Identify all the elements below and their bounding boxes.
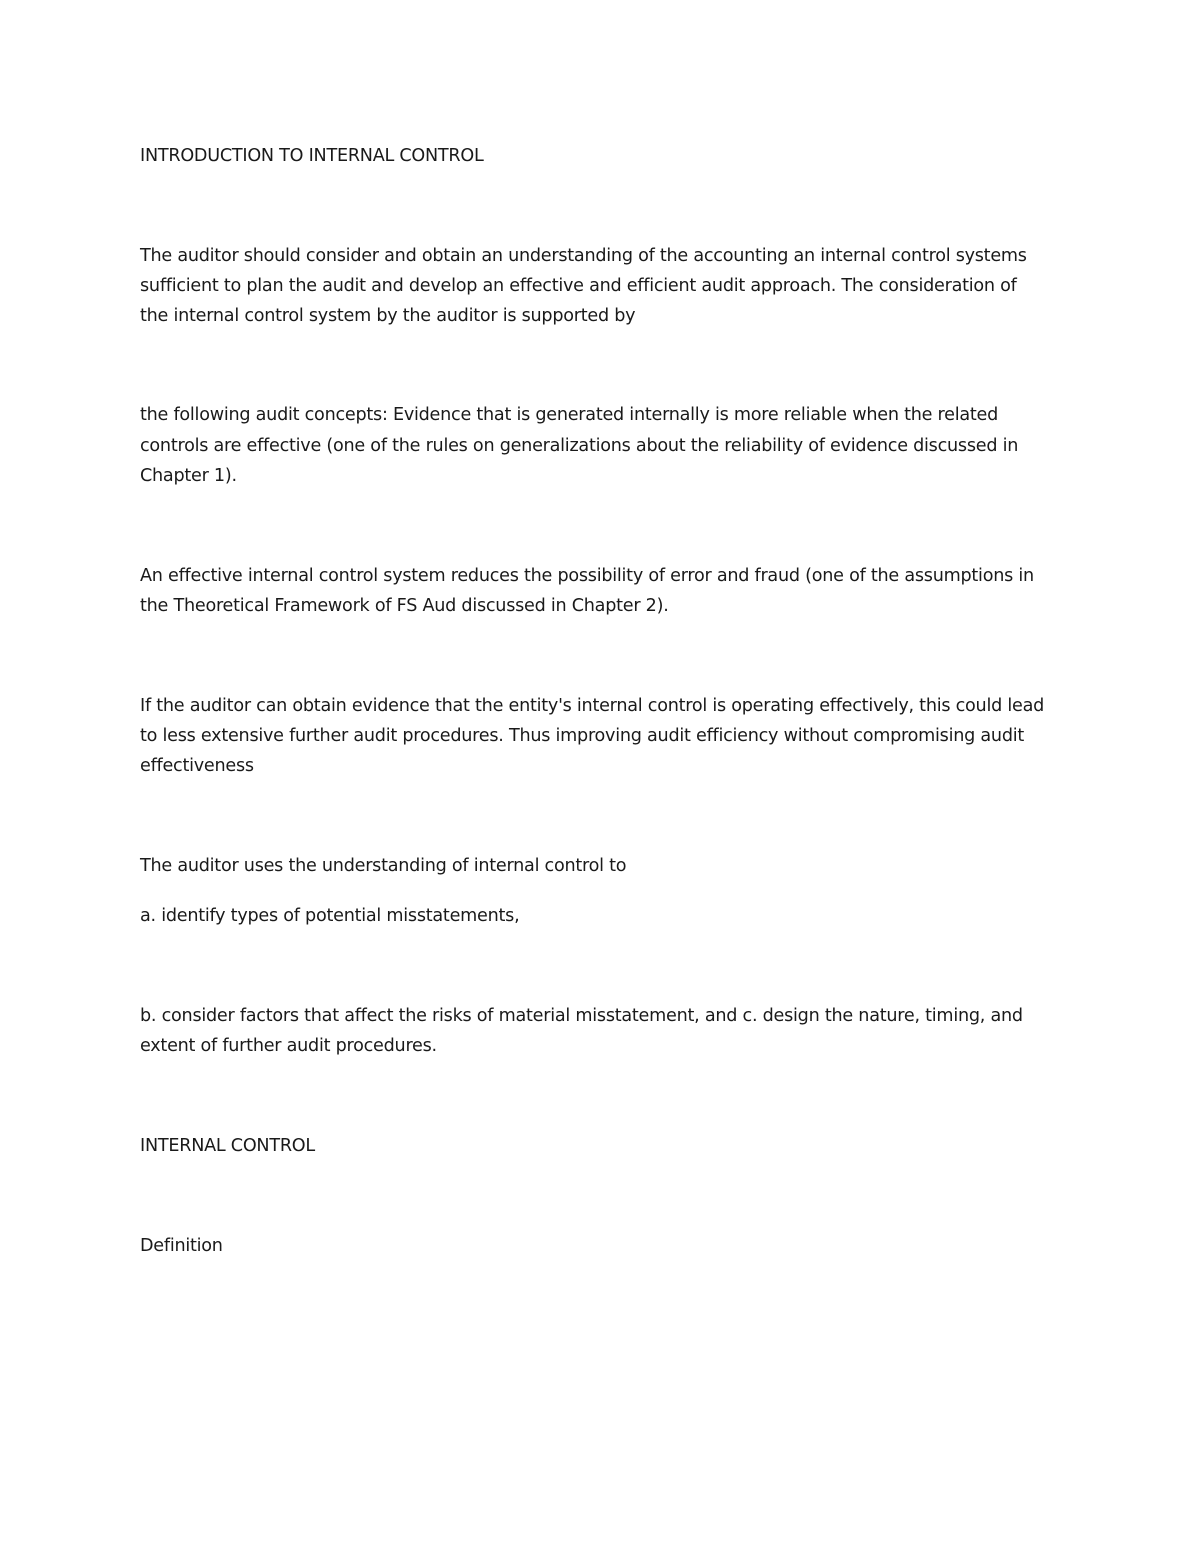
paragraph-4-line-1: If the auditor can obtain evidence that the entity's internal control is operating effectively, this could lead	[140, 696, 1045, 716]
paragraph-2-line-2: controls are effective (one of the rules on generalizations about the reliability of evidence discussed in	[140, 436, 1019, 456]
paragraph-5-line-1: The auditor uses the understanding of internal control to	[140, 856, 627, 876]
list-item-b-line-1: b. consider factors that affect the risks of material misstatement, and c. design the nature, timing, and	[140, 1006, 1023, 1026]
paragraph-1-line-3: the internal control system by the auditor is supported by	[140, 306, 636, 326]
paragraph-4-line-3: effectiveness	[140, 756, 254, 776]
section-heading: INTERNAL CONTROL	[140, 1136, 315, 1156]
subsection-heading: Definition	[140, 1236, 223, 1256]
paragraph-2-line-3: Chapter 1).	[140, 466, 237, 486]
paragraph-1-line-1: The auditor should consider and obtain an understanding of the accounting an internal control systems	[140, 246, 1027, 266]
paragraph-1-line-2: sufficient to plan the audit and develop an effective and efficient audit approach. The consideration of	[140, 276, 1017, 296]
page-title: INTRODUCTION TO INTERNAL CONTROL	[140, 146, 484, 166]
paragraph-2-line-1: the following audit concepts: Evidence that is generated internally is more reliable when the related	[140, 405, 999, 425]
paragraph-3-line-2: the Theoretical Framework of FS Aud discussed in Chapter 2).	[140, 596, 669, 616]
paragraph-3-line-1: An effective internal control system reduces the possibility of error and fraud (one of the assumptions in	[140, 566, 1034, 586]
paragraph-4-line-2: to less extensive further audit procedures. Thus improving audit efficiency without compromising audit	[140, 726, 1025, 746]
list-item-a: a. identify types of potential misstatements,	[140, 906, 520, 926]
list-item-b-line-2: extent of further audit procedures.	[140, 1036, 437, 1056]
